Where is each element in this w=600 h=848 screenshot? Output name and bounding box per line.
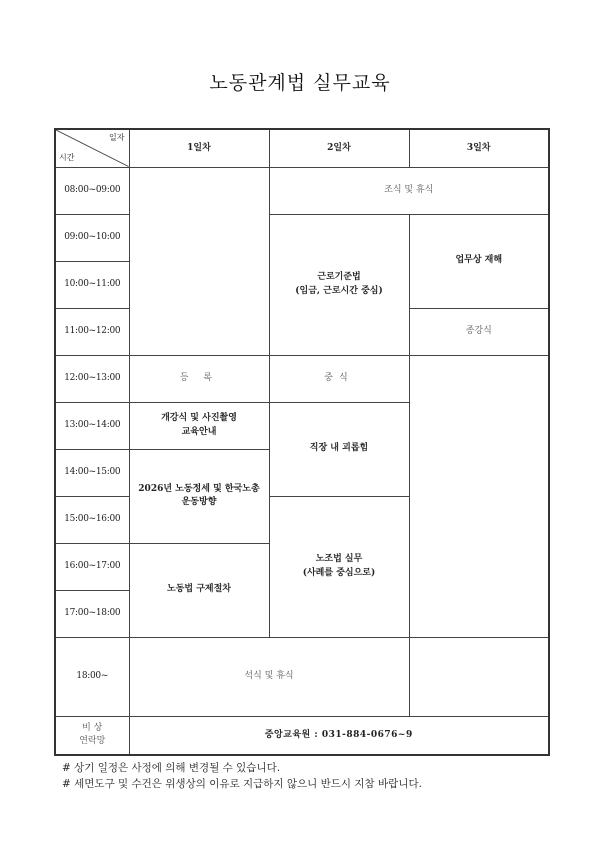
- day-1-header: 1일차: [129, 129, 269, 167]
- registration-cell: 등 록: [129, 355, 269, 402]
- day-2-header: 2일차: [269, 129, 409, 167]
- header-row: [55, 129, 549, 167]
- time-label: 09:00~10:00: [55, 214, 129, 261]
- labor-standards-title: 근로기준법: [317, 272, 361, 282]
- time-label: 08:00~09:00: [55, 167, 129, 214]
- dinner-cell: 석식 및 휴식: [129, 637, 409, 716]
- time-label: 17:00~18:00: [55, 590, 129, 637]
- harassment-cell: 직장 내 괴롭힘: [269, 402, 409, 496]
- labor-standards-sub: (임금, 근로시간 중심): [295, 285, 383, 296]
- labor-trend-sub: 운동방향: [181, 497, 217, 507]
- time-label: 10:00~11:00: [55, 261, 129, 308]
- day1-empty-morning: [129, 167, 269, 355]
- time-label: 11:00~12:00: [55, 308, 129, 355]
- time-label: 16:00~17:00: [55, 543, 129, 590]
- closing-ceremony-cell: 종강식: [409, 308, 549, 355]
- page-title: 노동관계법 실무교육: [209, 72, 391, 94]
- union-law-sub: (사례를 중심으로): [302, 567, 376, 578]
- labor-standards-cell: [269, 214, 409, 355]
- time-label: 14:00~15:00: [55, 449, 129, 496]
- time-label: 12:00~13:00: [55, 355, 129, 402]
- time-label: 15:00~16:00: [55, 496, 129, 543]
- row-1200: [55, 355, 549, 402]
- union-law-cell: [269, 496, 409, 637]
- row-1800: [55, 637, 549, 716]
- row-0800: [55, 167, 549, 214]
- corner-day-label: 일자: [109, 133, 125, 142]
- contact-value: 중앙교육원 : 031-884-0676~9: [129, 716, 549, 755]
- lunch-cell: 중식: [269, 355, 409, 402]
- remedy-procedure-cell: 노동법 구제절차: [129, 543, 269, 637]
- opening-ceremony-cell: [129, 402, 269, 449]
- schedule-table: [54, 128, 550, 756]
- day3-empty-afternoon: [409, 355, 549, 637]
- notes: [62, 760, 422, 792]
- breakfast-cell: 조식 및 휴식: [269, 167, 549, 214]
- industrial-accident-cell: 업무상 재해: [409, 214, 549, 308]
- contact-row: [55, 716, 549, 755]
- corner-cell: [55, 129, 129, 167]
- time-label: 18:00~: [55, 637, 129, 716]
- note-line: # 상기 일정은 사정에 의해 변경될 수 있습니다.: [62, 762, 281, 774]
- time-label: 13:00~14:00: [55, 402, 129, 449]
- contact-label-cell: [55, 716, 129, 755]
- day-3-header: 3일차: [409, 129, 549, 167]
- opening-ceremony-title: 개강식 및 사진촬영: [161, 413, 237, 423]
- note-line: # 세면도구 및 수건은 위생상의 이유로 지급하지 않으니 반드시 지참 바랍니다.: [62, 778, 422, 790]
- labor-trend-cell: [129, 449, 269, 543]
- labor-trend-title: 2026년 노동정세 및 한국노총: [138, 483, 260, 494]
- union-law-title: 노조법 실무: [315, 554, 363, 564]
- contact-label-line2: 연락망: [79, 736, 106, 747]
- contact-label-line1: 비 상: [82, 722, 103, 733]
- day3-empty-evening: [409, 637, 549, 716]
- opening-ceremony-sub: 교육안내: [181, 426, 217, 437]
- corner-time-label: 시간: [59, 152, 75, 162]
